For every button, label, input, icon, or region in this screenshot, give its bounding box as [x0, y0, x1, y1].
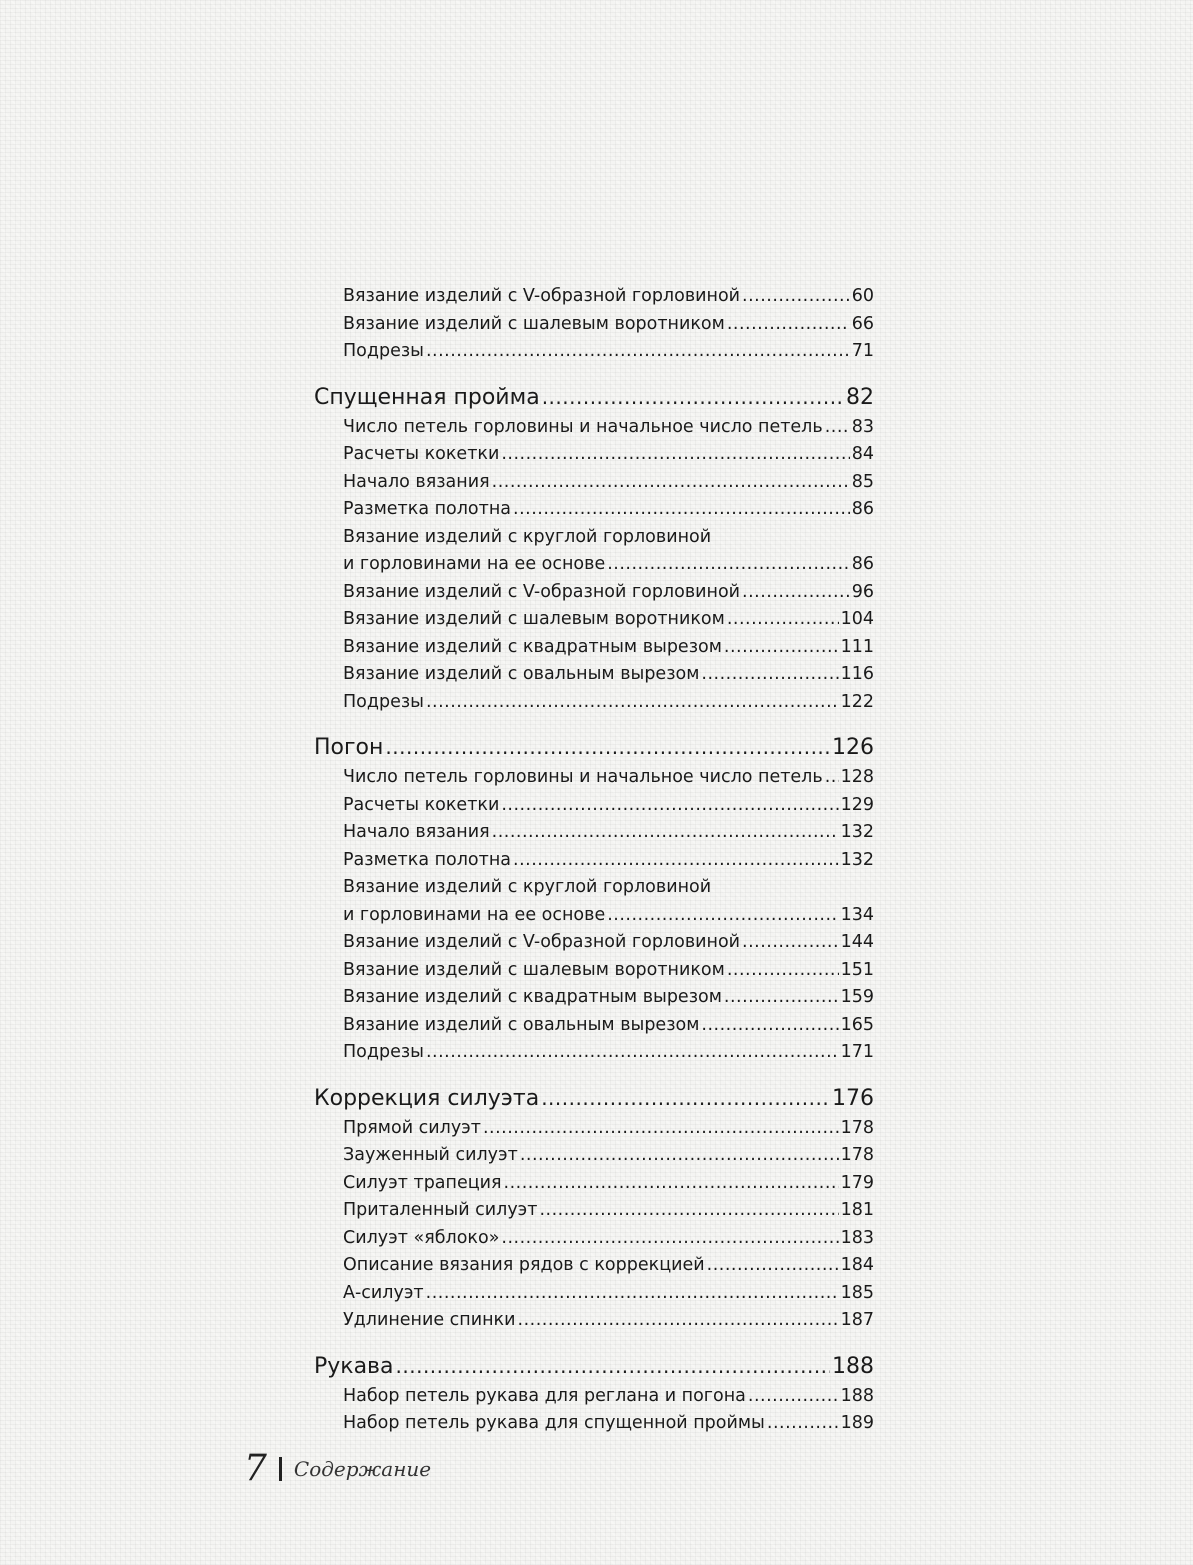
- dot-leader: [501, 792, 838, 820]
- toc-entry-title: Вязание изделий с овальным вырезом: [343, 1014, 700, 1035]
- toc-entry-page: 83: [851, 416, 874, 437]
- dot-leader: [426, 338, 850, 366]
- toc-entry[interactable]: [314, 469, 874, 497]
- toc-entry-title: Подрезы: [343, 691, 424, 712]
- toc-entry[interactable]: [314, 551, 874, 579]
- dot-leader: [727, 957, 839, 985]
- toc-entry[interactable]: [314, 689, 874, 717]
- toc-entry-page: 85: [851, 471, 874, 492]
- toc-entry[interactable]: [314, 338, 874, 366]
- dot-leader: [742, 929, 839, 957]
- toc-entry-title: Вязание изделий с V-образной горловиной: [343, 286, 741, 306]
- toc-entry-page: 60: [851, 286, 874, 306]
- toc-entry-title: Набор петель рукава для спущенной проймы: [343, 1413, 765, 1433]
- toc-entry-page: 184: [840, 1255, 874, 1275]
- toc-entry-page: 104: [840, 609, 874, 629]
- toc-entry-page: 122: [840, 691, 874, 712]
- toc-entry[interactable]: [314, 1225, 874, 1253]
- toc-entry-title: Вязание изделий с V-образной горловиной: [343, 581, 741, 602]
- toc-entry[interactable]: [314, 1142, 874, 1170]
- toc-entry-title: Начало вязания: [343, 822, 490, 842]
- toc-entry-title: Вязание изделий с шалевым воротником: [343, 609, 725, 629]
- toc-entry-title: Вязание изделий с квадратным вырезом: [343, 636, 722, 657]
- toc-entry[interactable]: [314, 792, 874, 820]
- toc-section-page: 176: [832, 1085, 874, 1111]
- toc-section-title: Погон: [314, 735, 384, 760]
- toc-entry-title: А-силуэт: [343, 1282, 424, 1303]
- toc-entry[interactable]: [314, 1012, 874, 1040]
- toc-entry-page: 116: [840, 664, 874, 684]
- toc-entry[interactable]: [314, 1197, 874, 1225]
- toc-entry-title: Приталенный силуэт: [343, 1200, 538, 1220]
- toc-entry[interactable]: [314, 661, 874, 689]
- toc-entry[interactable]: [314, 496, 874, 524]
- dot-leader: [426, 1280, 839, 1308]
- toc-entry-page: 86: [851, 554, 874, 574]
- toc-entry-page: 183: [840, 1227, 874, 1248]
- dot-leader: [701, 661, 838, 689]
- footer-divider: [279, 1457, 282, 1481]
- toc-entry[interactable]: [314, 441, 874, 469]
- toc-entry[interactable]: [314, 902, 874, 930]
- dot-leader: [492, 469, 850, 497]
- dot-leader: [542, 380, 844, 415]
- toc-section-heading[interactable]: [314, 380, 874, 414]
- toc-entry-title: Подрезы: [343, 1042, 424, 1062]
- toc-entry-title: Вязание изделий с V-образной горловиной: [343, 932, 741, 952]
- toc-entry[interactable]: [314, 579, 874, 607]
- toc-entry-title: Подрезы: [343, 341, 424, 361]
- toc-entry[interactable]: [314, 311, 874, 339]
- toc-entry[interactable]: [314, 1252, 874, 1280]
- toc-entry-page: 187: [840, 1310, 874, 1330]
- toc-entry[interactable]: [314, 1410, 874, 1438]
- toc-section-heading[interactable]: [314, 730, 874, 764]
- toc-entry-page: 132: [840, 849, 874, 870]
- dot-leader: [520, 1142, 839, 1170]
- dot-leader: [701, 1012, 838, 1040]
- toc-entry[interactable]: [314, 929, 874, 957]
- dot-leader: [501, 1225, 838, 1253]
- toc-entry[interactable]: [314, 1115, 874, 1143]
- toc-entry-title: Вязание изделий с овальным вырезом: [343, 664, 700, 684]
- toc-entry-page: 84: [851, 444, 874, 464]
- toc-entry-title: Удлинение спинки: [343, 1310, 516, 1330]
- toc-entry-title: и горловинами на ее основе: [343, 904, 606, 925]
- toc-entry-title: Вязание изделий с шалевым воротником: [343, 959, 725, 980]
- toc-entry-page: 66: [851, 313, 874, 334]
- dot-leader: [426, 689, 839, 717]
- toc-entry-title: Разметка полотна: [343, 499, 512, 519]
- toc-entry-page: 189: [840, 1413, 874, 1433]
- dot-leader: [767, 1410, 839, 1438]
- table-of-contents: [314, 283, 874, 1438]
- toc-entry-page: 165: [840, 1014, 874, 1035]
- toc-section-page: 82: [846, 384, 874, 410]
- toc-section-page: 126: [832, 735, 874, 760]
- toc-entry-title-line[interactable]: Вязание изделий с круглой горловиной: [343, 877, 712, 897]
- toc-entry-title: Начало вязания: [343, 471, 490, 492]
- toc-entry-title: Расчеты кокетки: [343, 444, 500, 464]
- toc-entry-page: 129: [840, 794, 874, 815]
- toc-section-heading[interactable]: [314, 1349, 874, 1383]
- toc-entry-page: 185: [840, 1282, 874, 1303]
- toc-entry-page: 159: [840, 987, 874, 1007]
- page-footer: [244, 1448, 431, 1489]
- toc-section-page: 188: [832, 1353, 874, 1379]
- toc-entry-title: Зауженный силуэт: [343, 1145, 518, 1165]
- toc-entry-page: 178: [840, 1117, 874, 1138]
- toc-entry-page: 128: [840, 767, 874, 787]
- dot-leader: [607, 551, 850, 579]
- toc-entry-title: и горловинами на ее основе: [343, 554, 606, 574]
- dot-leader: [492, 819, 839, 847]
- toc-entry[interactable]: [314, 283, 874, 311]
- toc-section-title: Коррекция силуэта: [314, 1085, 540, 1111]
- toc-entry[interactable]: [314, 1039, 874, 1067]
- toc-entry-page: 144: [840, 932, 874, 952]
- dot-leader: [513, 496, 850, 524]
- toc-entry-title: Вязание изделий с шалевым воротником: [343, 313, 725, 334]
- dot-leader: [426, 1039, 839, 1067]
- toc-entry-title: Набор петель рукава для реглана и погона: [343, 1385, 746, 1406]
- toc-entry-title: Вязание изделий с квадратным вырезом: [343, 987, 722, 1007]
- toc-entry[interactable]: [314, 847, 874, 875]
- toc-section-heading[interactable]: [314, 1081, 874, 1115]
- toc-entry[interactable]: [314, 414, 874, 442]
- dot-leader: [707, 1252, 839, 1280]
- toc-entry-page: 96: [851, 581, 874, 602]
- dot-leader: [504, 1170, 839, 1198]
- toc-entry[interactable]: [314, 764, 874, 792]
- toc-entry-title: Описание вязания рядов с коррекцией: [343, 1255, 705, 1275]
- toc-entry-page: 86: [851, 499, 874, 519]
- toc-entry-page: 111: [840, 636, 874, 657]
- toc-entry[interactable]: [314, 1280, 874, 1308]
- dot-leader: [513, 847, 839, 875]
- toc-entry[interactable]: [314, 634, 874, 662]
- dot-leader: [742, 283, 850, 311]
- dot-leader: [385, 730, 830, 765]
- toc-entry[interactable]: [314, 1170, 874, 1198]
- toc-entry[interactable]: [314, 957, 874, 985]
- toc-entry-title-line[interactable]: Вязание изделий с круглой горловиной: [343, 526, 712, 547]
- dot-leader: [742, 579, 850, 607]
- toc-entry[interactable]: [314, 819, 874, 847]
- toc-entry[interactable]: [314, 606, 874, 634]
- toc-entry-title: Прямой силуэт: [343, 1117, 481, 1138]
- toc-entry-title: Разметка полотна: [343, 849, 512, 870]
- dot-leader: [724, 634, 839, 662]
- dot-leader: [518, 1307, 839, 1335]
- toc-entry-page: 179: [840, 1172, 874, 1193]
- dot-leader: [541, 1081, 830, 1116]
- toc-entry[interactable]: [314, 1307, 874, 1335]
- dot-leader: [724, 984, 839, 1012]
- toc-entry-page: 132: [840, 822, 874, 842]
- page-number: 7: [244, 1448, 267, 1489]
- dot-leader: [748, 1383, 839, 1411]
- toc-entry-page: 151: [840, 959, 874, 980]
- dot-leader: [727, 311, 850, 339]
- toc-entry-page: 188: [840, 1385, 874, 1406]
- dot-leader: [825, 414, 850, 442]
- running-section-label: Содержание: [293, 1456, 432, 1481]
- toc-entry[interactable]: [314, 1383, 874, 1411]
- dot-leader: [607, 902, 838, 930]
- toc-section-title: Рукава: [314, 1353, 394, 1379]
- dot-leader: [825, 764, 839, 792]
- dot-leader: [727, 606, 839, 634]
- toc-entry-page: 71: [851, 341, 874, 361]
- toc-entry-page: 171: [840, 1042, 874, 1062]
- toc-section-title: Спущенная пройма: [314, 384, 540, 410]
- toc-entry-title: Число петель горловины и начальное число петель: [343, 416, 823, 437]
- toc-entry[interactable]: [314, 984, 874, 1012]
- toc-entry-page: 134: [840, 904, 874, 925]
- toc-entry-title: Расчеты кокетки: [343, 794, 500, 815]
- toc-entry-title: Число петель горловины и начальное число петель: [343, 767, 823, 787]
- dot-leader: [483, 1115, 839, 1143]
- dot-leader: [501, 441, 849, 469]
- toc-entry-title: Силуэт «яблоко»: [343, 1227, 500, 1248]
- toc-entry-page: 181: [840, 1200, 874, 1220]
- dot-leader: [539, 1197, 838, 1225]
- toc-entry-page: 178: [840, 1145, 874, 1165]
- toc-entry-title: Силуэт трапеция: [343, 1172, 502, 1193]
- dot-leader: [396, 1349, 830, 1384]
